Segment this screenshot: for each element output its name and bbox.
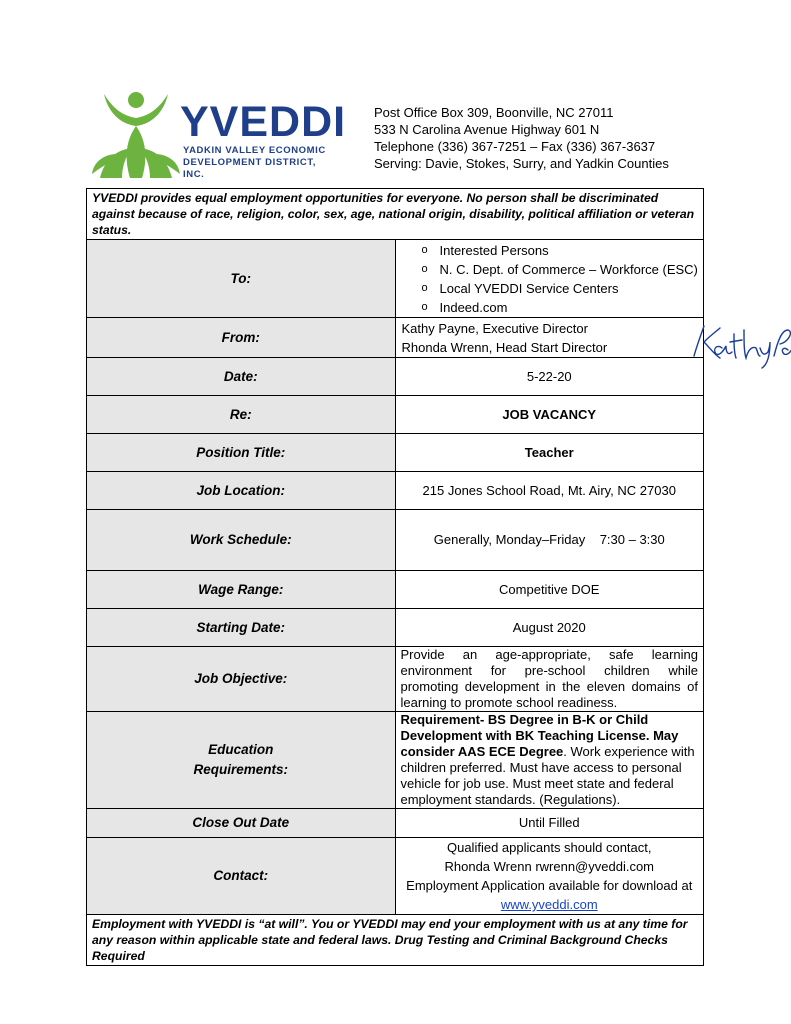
contact-value bbox=[395, 838, 704, 915]
logo-name: YVEDDI bbox=[180, 98, 347, 146]
recipient-item: o Indeed.com bbox=[421, 299, 508, 315]
website-link[interactable]: www.yveddi.com bbox=[500, 897, 598, 912]
contact-line: Qualified applicants should contact, bbox=[446, 840, 652, 855]
service-area-line: Serving: Davie, Stokes, Surry, and Yadkin Counties bbox=[374, 156, 669, 171]
contact-line: Employment Application available for download at www.yveddi.com bbox=[406, 878, 693, 912]
recipient-item: o Interested Persons bbox=[421, 242, 549, 258]
position-title-value: Teacher bbox=[395, 434, 704, 472]
starting-date-value: August 2020 bbox=[395, 609, 704, 647]
work-schedule-label: Work Schedule: bbox=[87, 510, 396, 571]
education-label: Education Requirements: bbox=[87, 712, 396, 809]
address-line: Post Office Box 309, Boonville, NC 27011 bbox=[374, 105, 614, 120]
date-value: 5-22-20 bbox=[395, 358, 704, 396]
date-label: Date: bbox=[87, 358, 396, 396]
close-out-value: Until Filled bbox=[395, 809, 704, 838]
address-block bbox=[374, 104, 669, 172]
phone-line: Telephone (336) 367-7251 – Fax (336) 367-3637 bbox=[374, 139, 656, 154]
wage-range-label: Wage Range: bbox=[87, 571, 396, 609]
from-line: Rhonda Wrenn, Head Start Director bbox=[401, 339, 608, 355]
eeo-statement: YVEDDI provides equal employment opportunities for everyone. No person shall be discriminated against because of race, religion, color, sex, age, national origin, disability, political affiliation or veteran status. bbox=[87, 189, 704, 240]
job-objective-value: Provide an age-appropriate, safe learning environment for pre-school children while promoting development in the eleven domains of learning to promote school readiness. bbox=[395, 647, 704, 712]
re-value: JOB VACANCY bbox=[395, 396, 704, 434]
education-requirement: Requirement- BS Degree in B-K or Child Development with BK Teaching License. May consider AAS ECE Degree bbox=[400, 712, 679, 759]
position-title-label: Position Title: bbox=[87, 434, 396, 472]
job-location-label: Job Location: bbox=[87, 472, 396, 510]
logo-figure-icon bbox=[92, 88, 182, 180]
job-objective-label: Job Objective: bbox=[87, 647, 396, 712]
education-details: . Work experience with children preferred. Must have access to personal vehicle for job use. Must meet state and federal employment standards. (Regulations). bbox=[400, 744, 695, 807]
from-value bbox=[395, 318, 704, 358]
close-out-label: Close Out Date bbox=[87, 809, 396, 838]
starting-date-label: Starting Date: bbox=[87, 609, 396, 647]
contact-line: Rhonda Wrenn rwrenn@yveddi.com bbox=[444, 859, 654, 874]
contact-label: Contact: bbox=[87, 838, 396, 915]
from-line: Kathy Payne, Executive Director bbox=[401, 320, 588, 336]
logo-subtitle: YADKIN VALLEY ECONOMIC DEVELOPMENT DISTRICT, INC. bbox=[183, 145, 326, 180]
from-label: From: bbox=[87, 318, 396, 358]
yveddi-logo bbox=[92, 88, 347, 180]
re-label: Re: bbox=[87, 396, 396, 434]
recipient-item: o Local YVEDDI Service Centers bbox=[421, 280, 619, 296]
signature-image bbox=[688, 320, 791, 370]
to-label: To: bbox=[87, 240, 396, 318]
at-will-statement: Employment with YVEDDI is “at will”. You or YVEDDI may end your employment with us at any time for any reason within applicable state and federal laws. Drug Testing and Criminal Background Checks Required bbox=[87, 915, 704, 966]
job-vacancy-table bbox=[86, 188, 704, 966]
job-location-value: 215 Jones School Road, Mt. Airy, NC 27030 bbox=[395, 472, 704, 510]
to-recipients bbox=[395, 240, 704, 318]
recipient-item: o N. C. Dept. of Commerce – Workforce (ESC) bbox=[421, 261, 698, 277]
address-line: 533 N Carolina Avenue Highway 601 N bbox=[374, 122, 600, 137]
education-value bbox=[395, 712, 704, 809]
wage-range-value: Competitive DOE bbox=[395, 571, 704, 609]
work-schedule-value: Generally, Monday–Friday 7:30 – 3:30 bbox=[395, 510, 704, 571]
